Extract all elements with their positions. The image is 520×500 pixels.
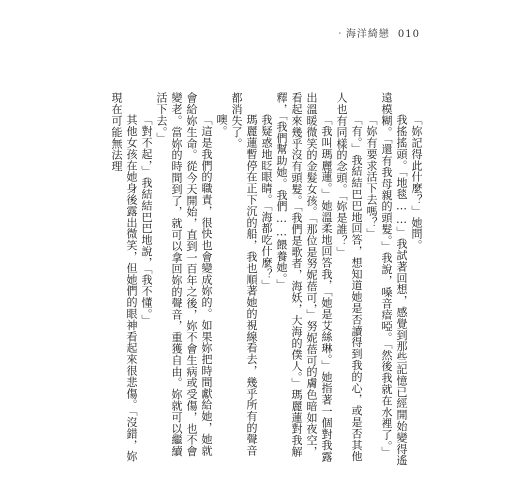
page-number: 010 xyxy=(397,29,420,40)
paragraph: 「對不起，」我結結巴巴地說，「我不懂。」 xyxy=(140,114,153,326)
paragraph: 「我叫瑪麗蓮。」她溫柔地回答我，「她是艾絲琳。」她指著一個對我露出溫暖微笑的金髮女孩。「那位是努妮蓓可，」努妮蓓可的膚色暗如夜空，看起來幾乎沒有頭髮。「我們是歌者，海妖，大海的僕人。」瑪麗蓮對我解釋，「我們幫助她。我們……餵養她。」 xyxy=(275,92,333,463)
book-title: ‧海洋綺戀 xyxy=(334,29,390,40)
paragraph: 「有。」我結結巴巴地回答，想知道她是否讀得到我的心，或是否其他人也有同樣的念頭。「妳是誰？」 xyxy=(335,92,363,462)
paragraph: 我疑惑地眨眼睛。「海都吃什麼？」 xyxy=(260,114,273,291)
paragraph: 「這是我們的職責，很快也會變成妳的。如果妳把時間獻給她，她就會給妳生命。從今天開始，直到一百年之後，妳不會生病或受傷，也不會變老。當妳的時間到了，就可以拿回妳的聲音，重獲自由。妳就可以繼續活下去。」 xyxy=(155,92,213,457)
paragraph: 噢。 xyxy=(215,114,228,137)
paragraph: 「妳記得此什麼？」她問。 xyxy=(410,114,423,251)
vertical-text-body xyxy=(110,92,424,466)
paragraph: 「妳有要求活下去嗎？」 xyxy=(365,114,378,240)
paragraph: 瑪麗蓮暫停在正下沉的船，我也順著她的視線看去，幾乎所有的聲音都消失了。 xyxy=(230,92,258,456)
running-header xyxy=(335,25,420,40)
paragraph: 其他女孩在她身後露出微笑，但她們的眼神看起來很悲傷。「沒錯，妳現在可能無法理 xyxy=(110,92,138,462)
paragraph: 我搖搖頭。「地毯……」我試著回想，感覺到那些記憶已經開始變得遙遠模糊。「還有我母親的頭髮。」我說，嗓音瘖啞。「然後我就在水裡了。」 xyxy=(380,92,408,466)
